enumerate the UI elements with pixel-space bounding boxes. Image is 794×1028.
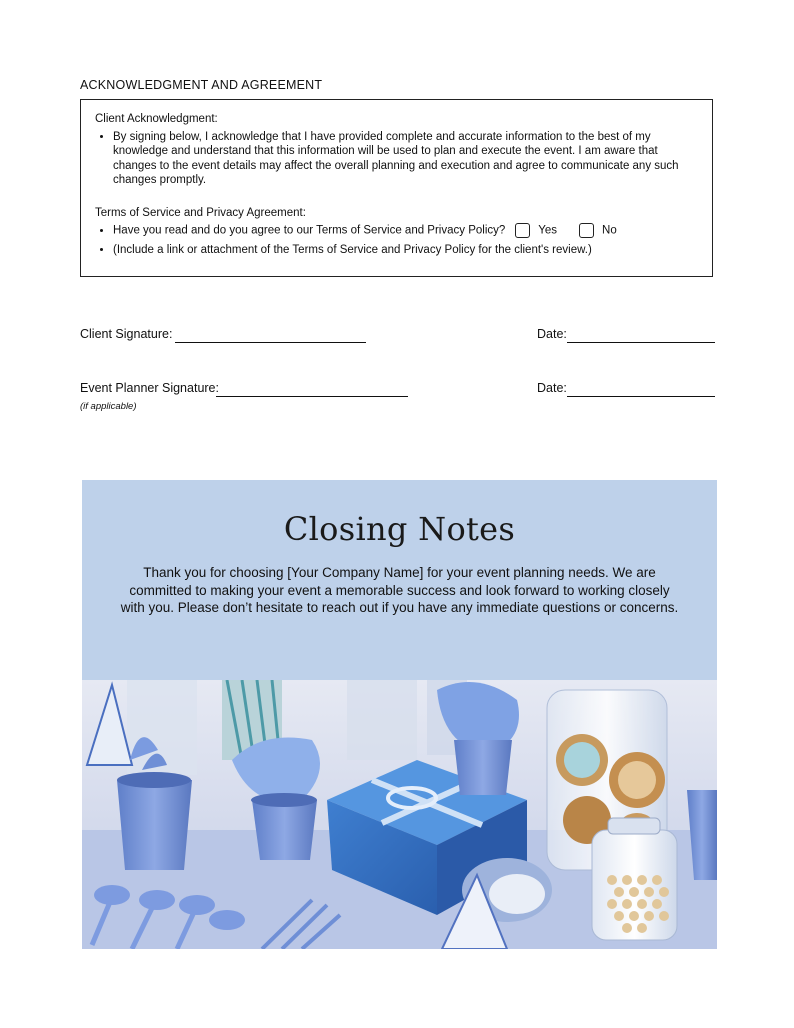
- closing-notes-title: Closing Notes: [283, 510, 516, 548]
- client-acknowledgment-heading: Client Acknowledgment:: [95, 113, 218, 125]
- planner-signature-row: [80, 381, 715, 417]
- terms-note: • (Include a link or attachment of the Terms of Service and Privacy Policy for the client's review.): [113, 243, 698, 258]
- client-acknowledgment-list: [95, 130, 698, 188]
- no-label: No: [602, 224, 617, 237]
- client-acknowledgment-text: • By signing below, I acknowledge that I have provided complete and accurate information to the best of my knowledge and understand that this information will be used to plan and execute the event. I am aware that changes to the event details may affect the overall planning and execution and agree to communicate any such changes promptly.: [113, 130, 698, 188]
- client-signature-row: [80, 327, 715, 347]
- terms-heading: Terms of Service and Privacy Agreement:: [95, 206, 306, 219]
- if-applicable-note: (if applicable): [80, 401, 137, 412]
- terms-list: [95, 223, 698, 258]
- terms-question-item: [113, 223, 698, 238]
- client-signature-line[interactable]: [175, 342, 366, 343]
- planner-signature-line[interactable]: [216, 396, 408, 397]
- no-checkbox[interactable]: [579, 223, 594, 238]
- section-title: ACKNOWLEDGMENT AND AGREEMENT: [80, 78, 323, 92]
- client-signature-label: Client Signature:: [80, 327, 173, 341]
- acknowledgment-box: [80, 99, 713, 277]
- yes-checkbox[interactable]: [515, 223, 530, 238]
- planner-signature-label: Event Planner Signature:: [80, 381, 219, 395]
- client-date-line[interactable]: [567, 342, 715, 343]
- closing-notes-panel: [82, 480, 717, 680]
- terms-question: Have you read and do you agree to our Terms of Service and Privacy Policy?: [113, 224, 506, 237]
- planner-date-label: Date:: [537, 381, 567, 395]
- client-date-label: Date:: [537, 327, 567, 341]
- party-supplies-photo: [82, 680, 717, 949]
- closing-notes-body: Thank you for choosing [Your Company Name] for your event planning needs. We are committed to making your event a memorable success and look forward to working closely with you. Please don’t hesitate to reach out if you have any immediate questions or concerns.: [120, 565, 679, 615]
- yes-label: Yes: [538, 224, 558, 237]
- planner-date-line[interactable]: [567, 396, 715, 397]
